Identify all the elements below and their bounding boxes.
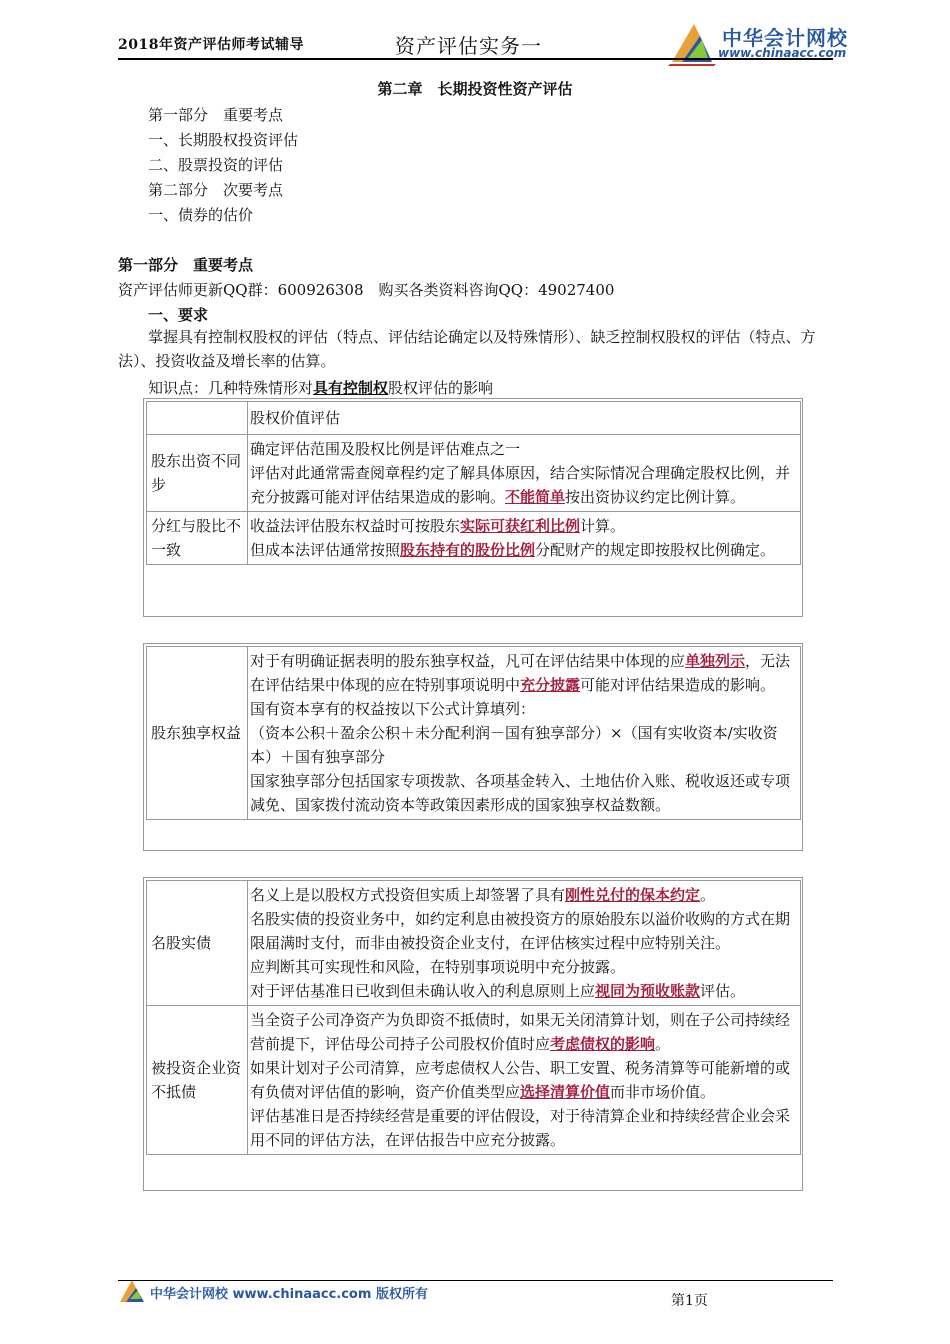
row-content: 对于有明确证据表明的股东独享权益，凡可在评估结果中体现的应单独列示，无法在评估结果中体现的应在特别事项说明中充分披露可能对评估结果造成的影响。 国有资本享有的权益按以下公式计算填列： （资本公积＋盈余公积＋未分配利润－国有独享部分）×（国有实收资本/实收资本）＋国有独享部分 国家独享部分包括国家专项拨款、各项基金转入、土地估价入账、税收返还或专项减免、国家拨付流动资本等政策因素形成的国家独享权益数额。 [248,647,801,820]
table-special-cases [146,880,801,1155]
logo-url: www.chinaacc.com [718,46,847,60]
toc-item: 一、长期股权投资评估 [148,131,299,149]
table-row [147,881,801,1006]
emphasis-text: 充分披露 [520,676,581,694]
emphasis-text: 不能简单 [505,488,566,506]
row-label: 分红与股比不一致 [147,512,248,565]
row-label: 股东独享权益 [147,647,248,820]
page-number: 第1页 [671,1293,708,1309]
header-exam-title: 2018年资产评估师考试辅导 [118,37,304,53]
table-equity-valuation [146,401,801,565]
emphasis-text: 考虑债权的影响 [550,1035,656,1053]
header-divider [118,58,833,60]
row-label: 股东出资不同步 [147,435,248,512]
table-row [147,1006,801,1155]
knowledge-point-line: 知识点：几种特殊情形对具有控制权股权评估的影响 [148,379,494,397]
row-label: 被投资企业资不抵债 [147,1006,248,1155]
emphasis-text: 刚性兑付的保本约定 [565,886,701,904]
header-subject: 资产评估实务一 [395,34,542,58]
row-content: 名义上是以股权方式投资但实质上却签署了具有刚性兑付的保本约定。 名股实债的投资业务中，如约定利息由被投资方的原始股东以溢价收购的方式在期限届满时支付，而非由被投资企业支付，在评估核实过程中应特别关注。 应判断其可实现性和风险，在特别事项说明中充分披露。 对于评估基准日已收到但未确认收入的利息原则上应视同为预收账款评估。 [248,881,801,1006]
logo-name: 中华会计网校 [722,26,848,50]
row-content: 收益法评估股东权益时可按股东实际可获红利比例计算。 但成本法评估通常按照股东持有的股份比例分配财产的规定即按股权比例确定。 [248,512,801,565]
chapter-title: 第二章 长期投资性资产评估 [377,80,573,98]
toc-item: 二、股票投资的评估 [148,156,284,174]
table-row [147,647,801,820]
footer-divider [118,1280,833,1281]
row-content: 当全资子公司净资产为负即资不抵债时，如果无关闭清算计划，则在子公司持续经营前提下，评估母公司持子公司股权价值时应考虑债权的影响。 如果计划对子公司清算，应考虑债权人公告、职工安置、税务清算等可能新增的或有负债对评估值的影响，资产价值类型应选择清算价值而非市场价值。 评估基准日是否持续经营是重要的评估假设，对于待清算企业和持续经营企业会采用不同的评估方法，在评估报告中应充分披露。 [248,1006,801,1155]
toc-item: 一、债券的估价 [148,206,254,224]
table-row [147,435,801,512]
emphasis-text: 单独列示 [685,652,746,670]
row-content: 确定评估范围及股权比例是评估难点之一 评估对此通常需查阅章程约定了解具体原因，结合实际情况合理确定股权比例，并充分披露可能对评估结果造成的影响。不能简单按出资协议约定比例计算。 [248,435,801,512]
footer-copyright: 中华会计网校 www.chinaacc.com 版权所有 [150,1287,428,1302]
requirement-heading: 一、要求 [148,306,209,324]
table-row [147,512,801,565]
keyword-control: 具有控制权 [313,379,389,397]
table-header-cell: 股权价值评估 [248,402,801,435]
emphasis-text: 选择清算价值 [520,1083,611,1101]
toc-item: 第一部分 重要考点 [148,106,284,124]
emphasis-text: 视同为预收账款 [595,982,701,1000]
requirement-paragraph: 掌握具有控制权股权的评估（特点、评估结论确定以及特殊情形）、缺乏控制权股权的评估（特点、方法）、投资收益及增长率的估算。 [118,328,816,370]
emphasis-text: 实际可获红利比例 [460,517,581,535]
emphasis-text: 股东持有的股份比例 [400,541,536,559]
table-row [147,402,801,435]
toc-item: 第二部分 次要考点 [148,181,284,199]
table-shareholder-exclusive [146,646,801,820]
section-title: 第一部分 重要考点 [118,256,254,274]
qq-info-line: 资产评估师更新QQ群：600926308 购买各类资料咨询QQ：49027400 [118,281,615,299]
row-label: 名股实债 [147,881,248,1006]
